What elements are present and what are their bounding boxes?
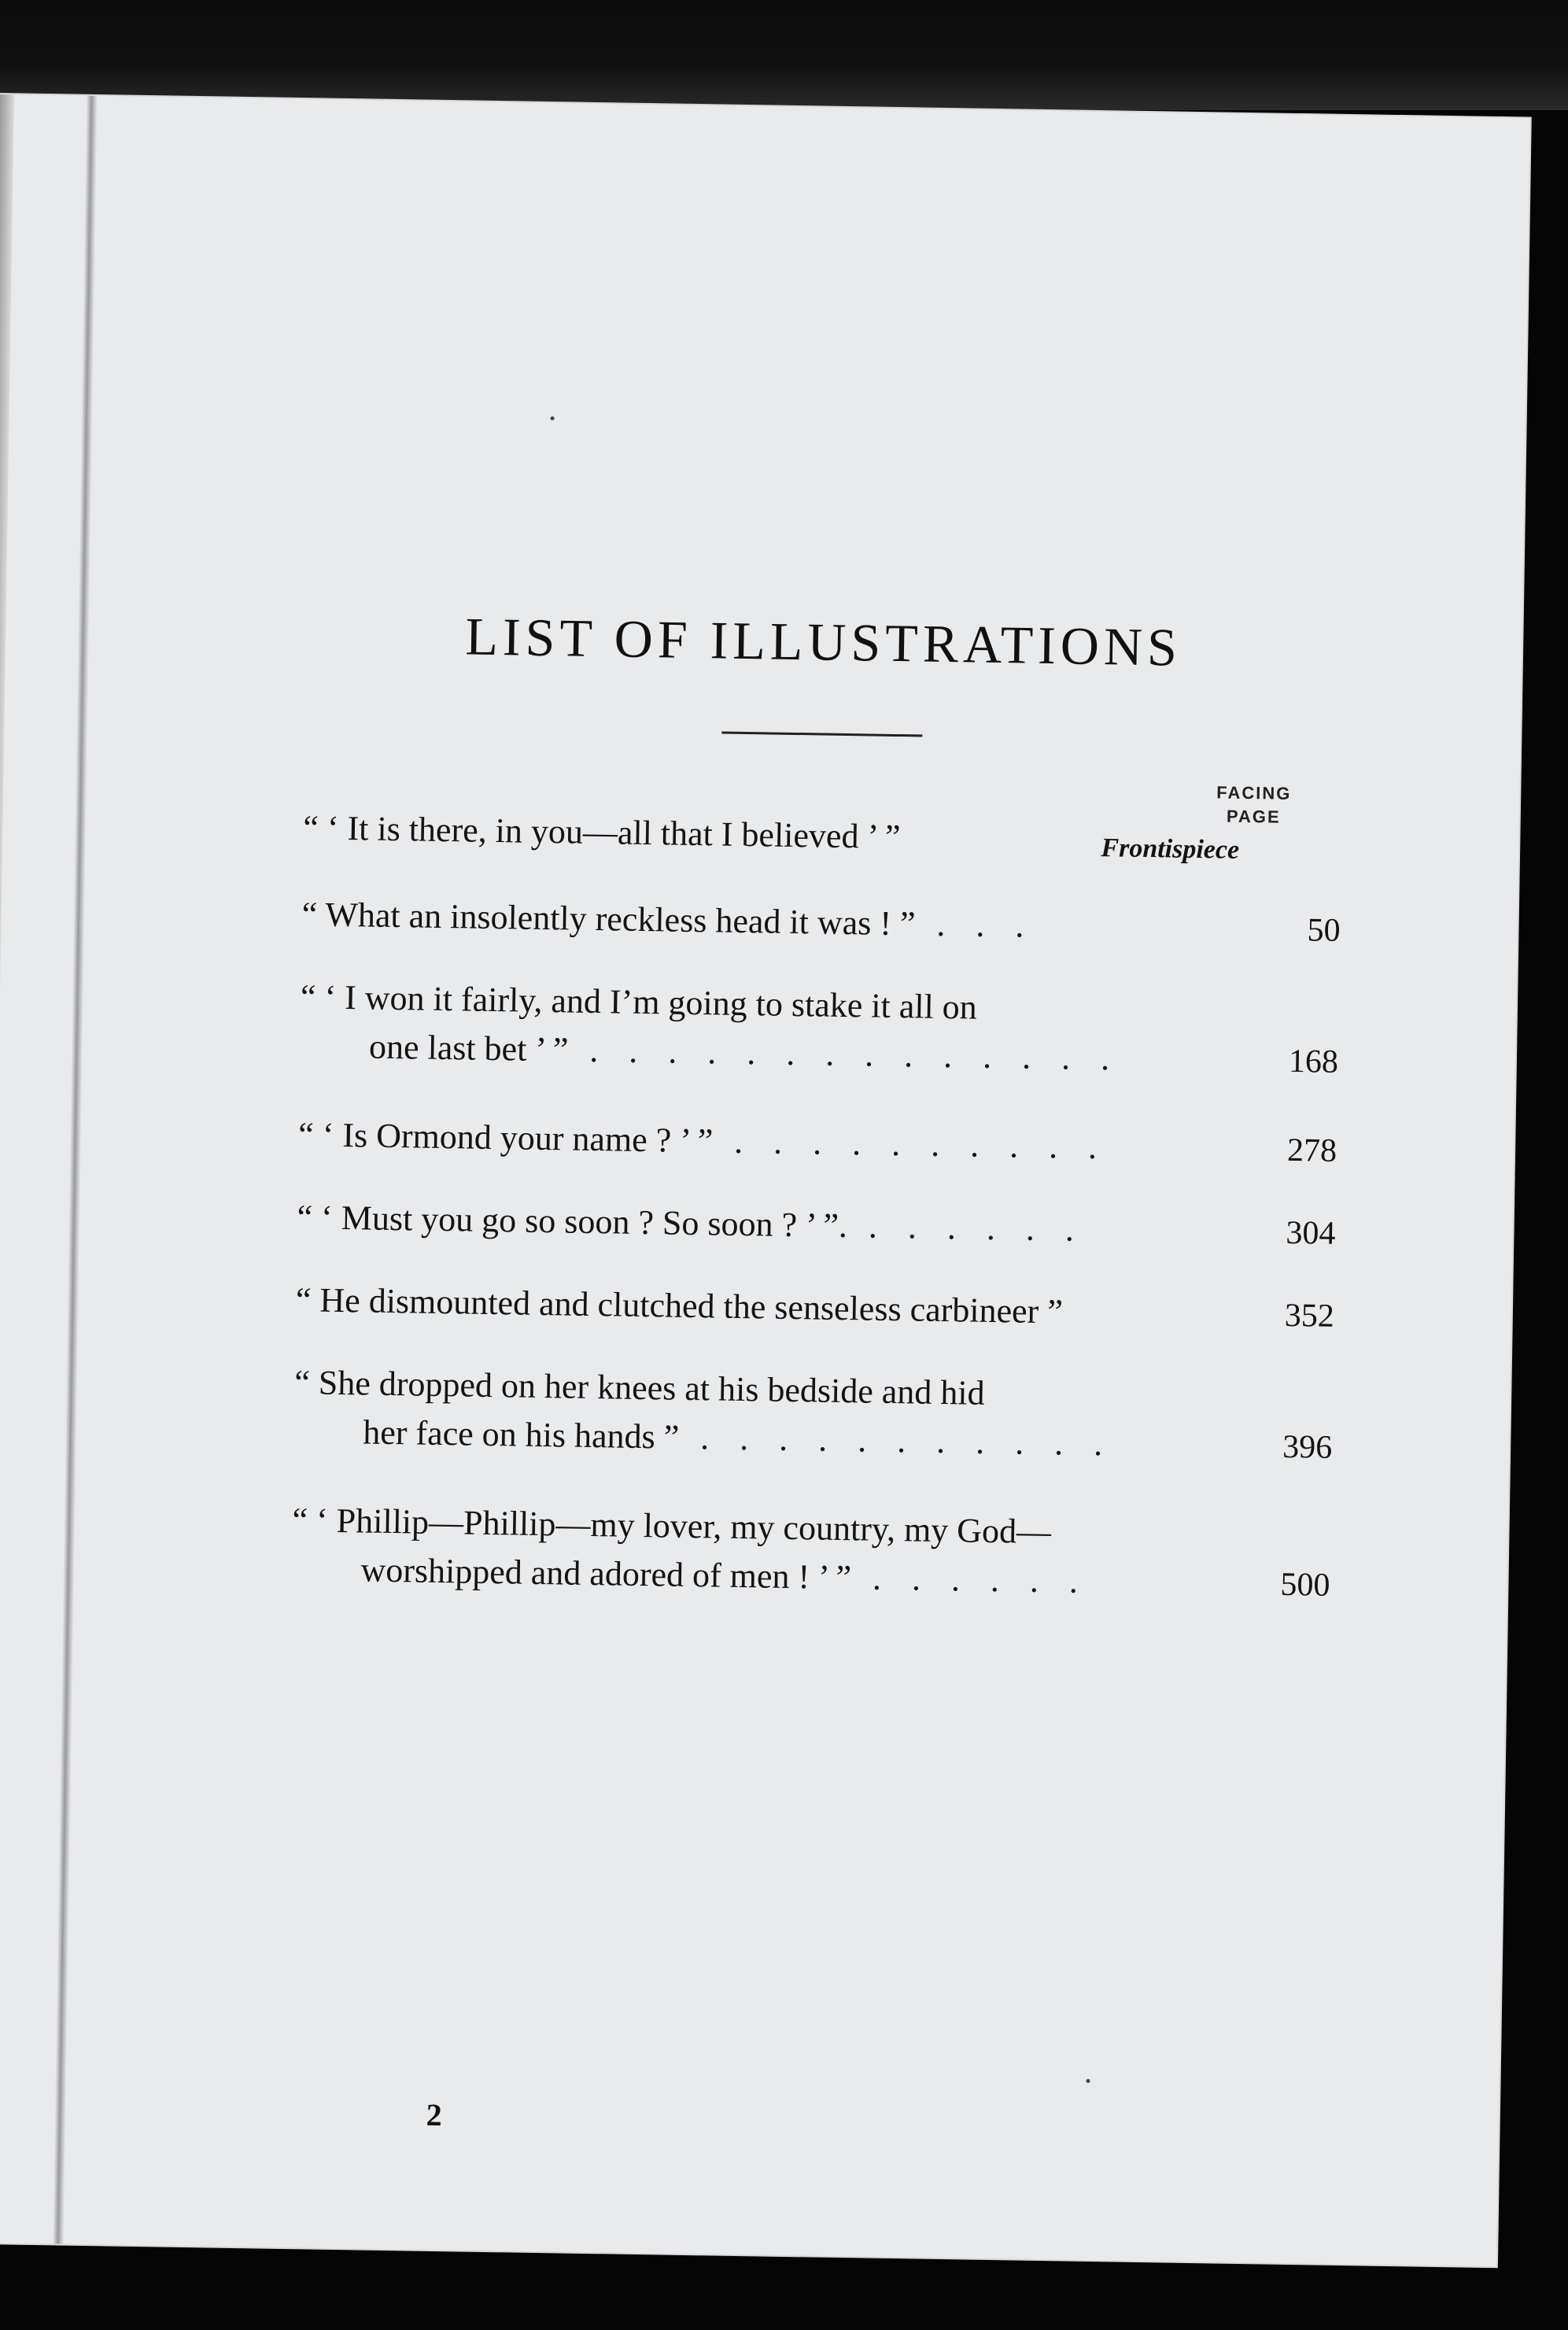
- dot-leader: . . .: [936, 904, 1035, 945]
- dot-leader: . . . . . .: [872, 1558, 1090, 1601]
- list-item: [301, 890, 1341, 955]
- entry-line: [295, 1276, 1334, 1341]
- page-number: 304: [1286, 1214, 1336, 1252]
- illustrations-list: [0, 94, 1530, 2266]
- paper-speck: [1086, 2079, 1090, 2083]
- page-content: [0, 94, 1530, 2266]
- page-title: LIST OF ILLUSTRATIONS: [464, 606, 1182, 678]
- paper-speck: [551, 416, 555, 420]
- entry-line: [297, 1193, 1336, 1258]
- page-number: 50: [1307, 912, 1341, 949]
- page-number: 278: [1286, 1132, 1337, 1169]
- list-item: [295, 1276, 1334, 1341]
- page-number: 168: [1288, 1043, 1339, 1080]
- entry-line: [301, 890, 1341, 955]
- list-item: [303, 803, 1342, 869]
- entry-caption-continued: her face on his hands ”: [362, 1412, 680, 1457]
- entry-caption: “ ‘ Must you go so soon ? So soon ? ’ ”.: [297, 1198, 848, 1246]
- entry-caption-continued: worshipped and adored of men ! ’ ”: [360, 1550, 852, 1597]
- list-item: [298, 1110, 1337, 1176]
- entry-caption-continued: one last bet ’ ”: [368, 1027, 569, 1069]
- folio-page-number: 2: [426, 2096, 443, 2133]
- entry-caption: “ She dropped on her knees at his bedside and hid: [293, 1363, 985, 1412]
- page-number: 396: [1282, 1428, 1333, 1466]
- page-label: PAGE: [1226, 806, 1281, 827]
- book-page: [0, 94, 1530, 2266]
- entry-caption: “ He dismounted and clutched the senseless carbineer ”: [295, 1280, 1064, 1331]
- list-item: [293, 1358, 1334, 1472]
- entry-caption: “ What an insolently reckless head it was ! ”: [301, 895, 916, 943]
- entry-caption: “ ‘ Is Ormond your name ? ’ ”: [297, 1115, 714, 1161]
- dot-leader: . . . . . . . . . .: [733, 1121, 1109, 1167]
- dot-leader: . . . . . . . . . . . . . .: [588, 1030, 1121, 1078]
- page-number: 500: [1280, 1566, 1330, 1604]
- entry-caption: “ ‘ Phillip—Phillip—my lover, my country, my God—: [292, 1501, 1052, 1552]
- page-number: 352: [1284, 1297, 1335, 1335]
- entry-line: [298, 1110, 1337, 1176]
- dot-leader: . . . . . . . . . . .: [699, 1418, 1114, 1464]
- list-item: [297, 1193, 1336, 1258]
- entry-caption: “ ‘ I won it fairly, and I’m going to stake it all on: [300, 977, 978, 1027]
- entry-caption: “ ‘ It is there, in you—all that I believed ’ ”: [303, 808, 901, 857]
- facing-label: FACING: [1216, 782, 1292, 803]
- scan-background: [0, 0, 1568, 110]
- list-item: [300, 973, 1340, 1087]
- entry-line: [303, 803, 1342, 869]
- frontispiece-label: Frontispiece: [1101, 833, 1240, 865]
- dot-leader: . . . . . .: [868, 1206, 1086, 1249]
- list-item: [291, 1496, 1331, 1610]
